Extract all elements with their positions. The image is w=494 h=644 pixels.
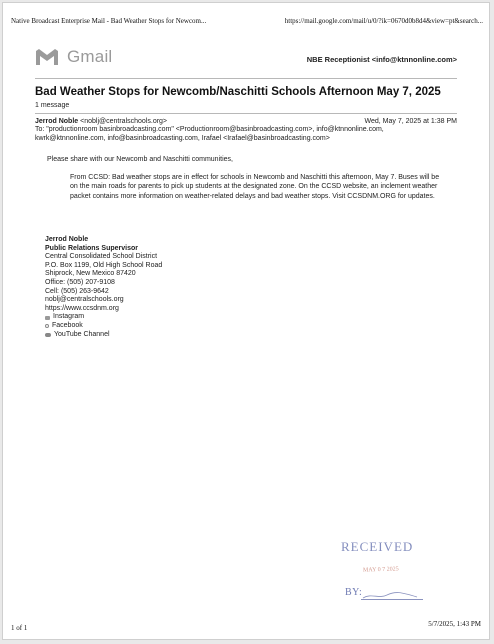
gmail-logo (35, 47, 112, 67)
stamp-title: RECEIVED (341, 539, 414, 554)
page-number: 1 of 1 (11, 624, 28, 632)
signature-email[interactable]: noblj@centralschools.org (45, 296, 124, 304)
youtube-link[interactable]: YouTube Channel (45, 331, 162, 340)
signature-address-2: Shiprock, New Mexico 87420 (45, 270, 136, 278)
stamp-signature-line (361, 599, 423, 600)
received-stamp (341, 539, 441, 607)
facebook-icon (45, 324, 49, 328)
signature-address-1: P.O. Box 1199, Old High School Road (45, 261, 163, 269)
signature-office-phone: Office: (505) 207-9108 (45, 278, 115, 286)
signature-org: Central Consolidated School District (45, 253, 158, 261)
signature-title: Public Relations Supervisor (45, 244, 138, 252)
sender-name: Jerrod Noble (35, 118, 79, 125)
recipients-line-2: kwrk@ktnnonline.com, info@basinbroadcasting.com, Irafael <Irafael@basinbroadcasting.com> (35, 134, 330, 142)
print-header (11, 17, 483, 25)
instagram-link[interactable]: Instagram (45, 313, 162, 322)
gmail-m-icon (35, 48, 59, 66)
gmail-wordmark: Gmail (67, 47, 113, 66)
subject-divider (35, 113, 457, 114)
message-count: 1 message (35, 102, 70, 109)
signature-cell-phone: Cell: (505) 263-9642 (45, 287, 109, 295)
email-greeting: Please share with our Newcomb and Naschitti communities, (47, 156, 233, 163)
email-quote: From CCSD: Bad weather stops are in effect for schools in Newcomb and Naschitti this afternoon, May 7. Buses will be on the main roads for parents to pick up students at the designated zone. On the CCSD website, an inclement weather packet contains more information on weather-related delays and bad weather stops. Visit CCSDNM.ORG for updates. (70, 174, 440, 200)
signature-website[interactable]: https://www.ccsdnm.org (45, 304, 119, 312)
message-meta (35, 118, 457, 143)
printed-email-page (2, 2, 490, 640)
email-subject: Bad Weather Stops for Newcomb/Naschitti Schools Afternoon May 7, 2025 (35, 86, 441, 98)
signature-name: Jerrod Noble (45, 236, 89, 243)
message-date: Wed, May 7, 2025 at 1:38 PM (364, 118, 457, 125)
stamp-date: MAY 0 7 2025 (362, 566, 399, 574)
stamp-by: BY: (345, 587, 363, 598)
header-divider (35, 78, 457, 79)
print-title: Native Broadcast Enterprise Mail - Bad Weather Stops for Newcom... (11, 17, 207, 25)
account-address: NBE Receptionist <info@ktnnonline.com> (306, 55, 457, 64)
youtube-icon (45, 333, 51, 337)
instagram-icon (45, 316, 50, 320)
recipients-line-1: To: "productionroom basinbroadcasting.com" <Productionroom@basinbroadcasting.com>, info@ktnnonline.com, (35, 126, 384, 134)
email-signature (45, 236, 162, 339)
print-url[interactable]: https://mail.google.com/mail/u/0/?ik=0670d0b8d4&view=pt&search... (284, 17, 483, 25)
sender-email[interactable]: <noblj@centralschools.org> (80, 118, 168, 125)
print-timestamp: 5/7/2025, 1:43 PM (428, 620, 481, 628)
facebook-link[interactable]: Facebook (45, 322, 162, 331)
